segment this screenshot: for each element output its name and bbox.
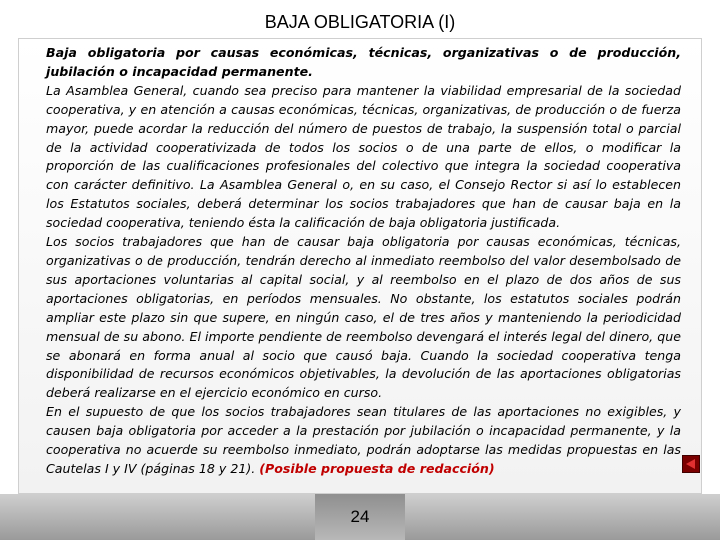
body-text [46, 44, 681, 479]
triangle-left-icon [685, 458, 697, 470]
paragraph-4 [46, 403, 681, 479]
paragraph-3: Los socios trabajadores que han de causar baja obligatoria por causas económicas, técnicas, organizativas o de producción, tendrán derecho al inmediato reembolso del valor desembolsado de sus aportaciones voluntarias al capital social, y al reembolso en el plazo de dos años de sus aportaciones obligatorias, en períodos mensuales. No obstante, los estatutos sociales podrán ampliar este plazo sin que supere, en ningún caso, el de tres años y manteniendo la periodicidad mensual de su abono. El importe pendiente de reembolso devengará el interés legal del dinero, que se abonará en forma anual al socio que causó baja. Cuando la sociedad cooperativa tenga disponibilidad de recursos económicos objetivables, la devolución de las aportaciones obligatorias deberá realizarse en el ejercicio económico en curso. [46, 234, 681, 401]
content-box [18, 38, 702, 494]
paragraph-heading: Baja obligatoria por causas económicas, técnicas, organizativas o de producción, jubilación o incapacidad permanente. [46, 45, 681, 79]
back-button[interactable] [682, 455, 700, 473]
page-number: 24 [350, 507, 370, 526]
proposal-highlight: (Posible propuesta de redacción) [259, 460, 495, 476]
footer-bar [0, 494, 720, 540]
paragraph-4-text: En el supuesto de que los socios trabajadores sean titulares de las aportaciones no exigibles, y causen baja obligatoria por acceder a la prestación por jubilación o incapacidad permanente, y la cooperativa no acuerde su reembolso inmediato, podrán adoptarse las medidas propuestas en las Cautelas I y IV (páginas 18 y 21). [46, 404, 681, 476]
slide-title: BAJA OBLIGATORIA (I) [264, 12, 456, 32]
paragraph-2: La Asamblea General, cuando sea preciso para mantener la viabilidad empresarial de la sociedad cooperativa, y en atención a causas económicas, técnicas, organizativas, de producción o de fuerza mayor, puede acordar la reducción del número de puestos de trabajo, la suspensión total o parcial de la actividad cooperativizada de todos los socios o de una parte de ellos, o modificar la proporción de las cualificaciones profesionales del colectivo que integra la sociedad cooperativa con carácter definitivo. La Asamblea General o, en su caso, el Consejo Rector si así lo establecen los Estatutos sociales, deberá determinar los socios trabajadores que han de causar baja en la sociedad cooperativa, teniendo ésta la calificación de baja obligatoria justificada. [46, 82, 681, 231]
